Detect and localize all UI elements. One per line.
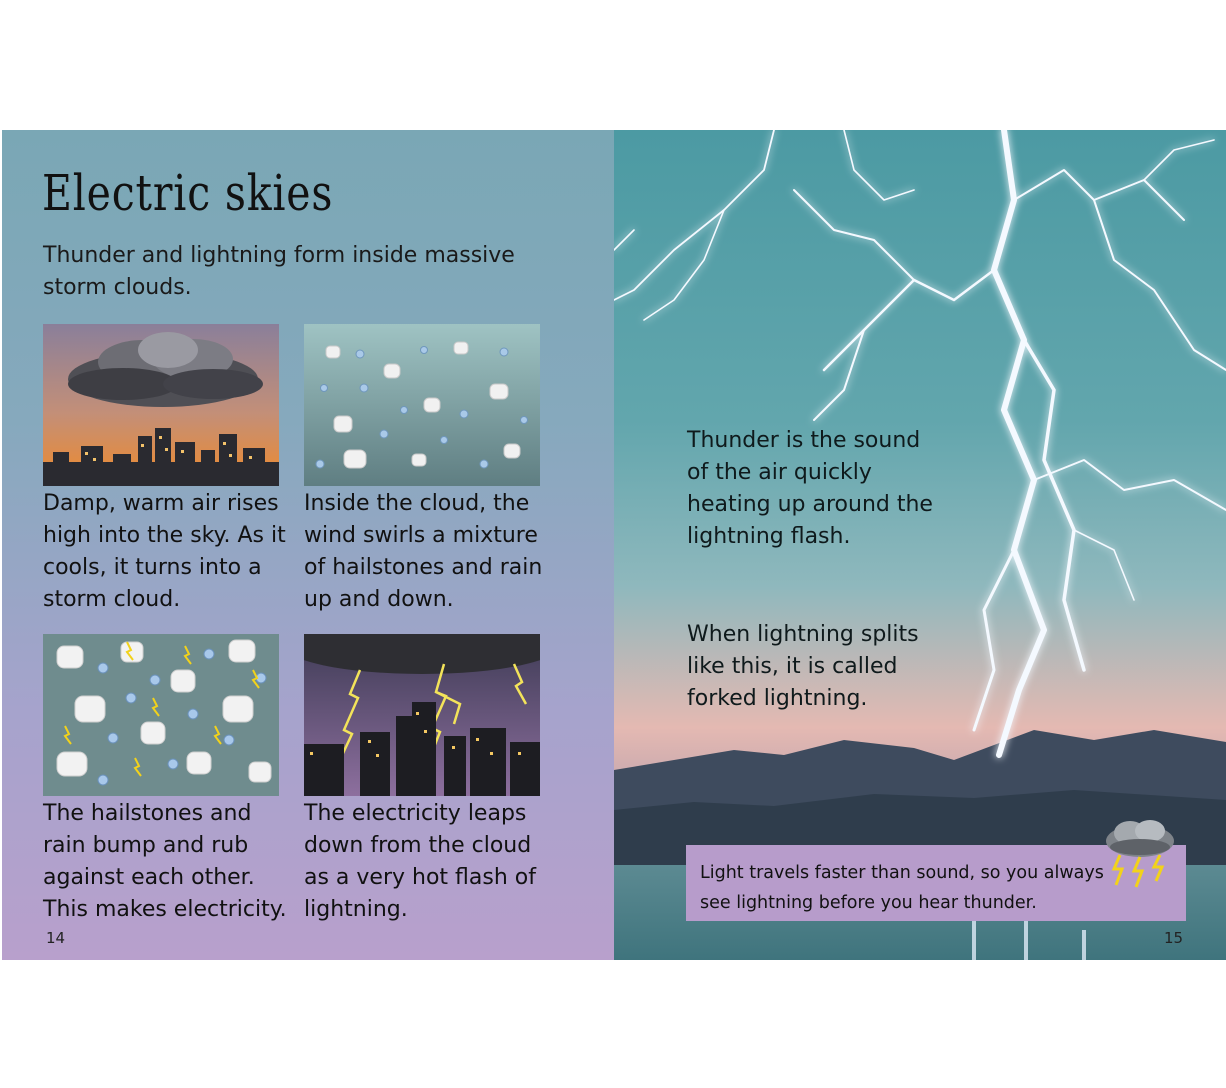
panel-caption-2: Inside the cloud, the wind swirls a mixture of hailstones and rain up and down. <box>304 491 543 612</box>
left-page <box>2 130 614 960</box>
panel-storm-cloud-image <box>43 324 279 486</box>
page-number-right: 15 <box>1164 929 1184 947</box>
fact-box-text: Light travels faster than sound, so you always see lightning before you hear thunder. <box>700 863 1104 913</box>
storm-cloud-icon <box>1100 815 1180 891</box>
page-number-left: 14 <box>46 929 66 947</box>
panel-electricity-image <box>43 634 279 796</box>
right-page <box>614 130 1226 960</box>
thunder-explanation-text: Thunder is the sound of the air quickly heating up around the lightning flash. <box>687 428 933 549</box>
panel-hailstones-image <box>304 324 540 486</box>
intro-text: Thunder and lightning form inside massive storm clouds. <box>43 243 515 300</box>
panel-caption-4: The electricity leaps down from the cloud as a very hot flash of lightning. <box>304 801 536 922</box>
forked-lightning-text: When lightning splits like this, it is called forked lightning. <box>687 622 919 711</box>
panel-caption-3: The hailstones and rain bump and rub against each other. This makes electricity. <box>43 801 287 922</box>
panel-caption-1: Damp, warm air rises high into the sky. As it cools, it turns into a storm cloud. <box>43 491 286 612</box>
book-spread <box>2 130 1226 960</box>
page-title: Electric skies <box>42 164 334 222</box>
panel-lightning-image <box>304 634 540 796</box>
